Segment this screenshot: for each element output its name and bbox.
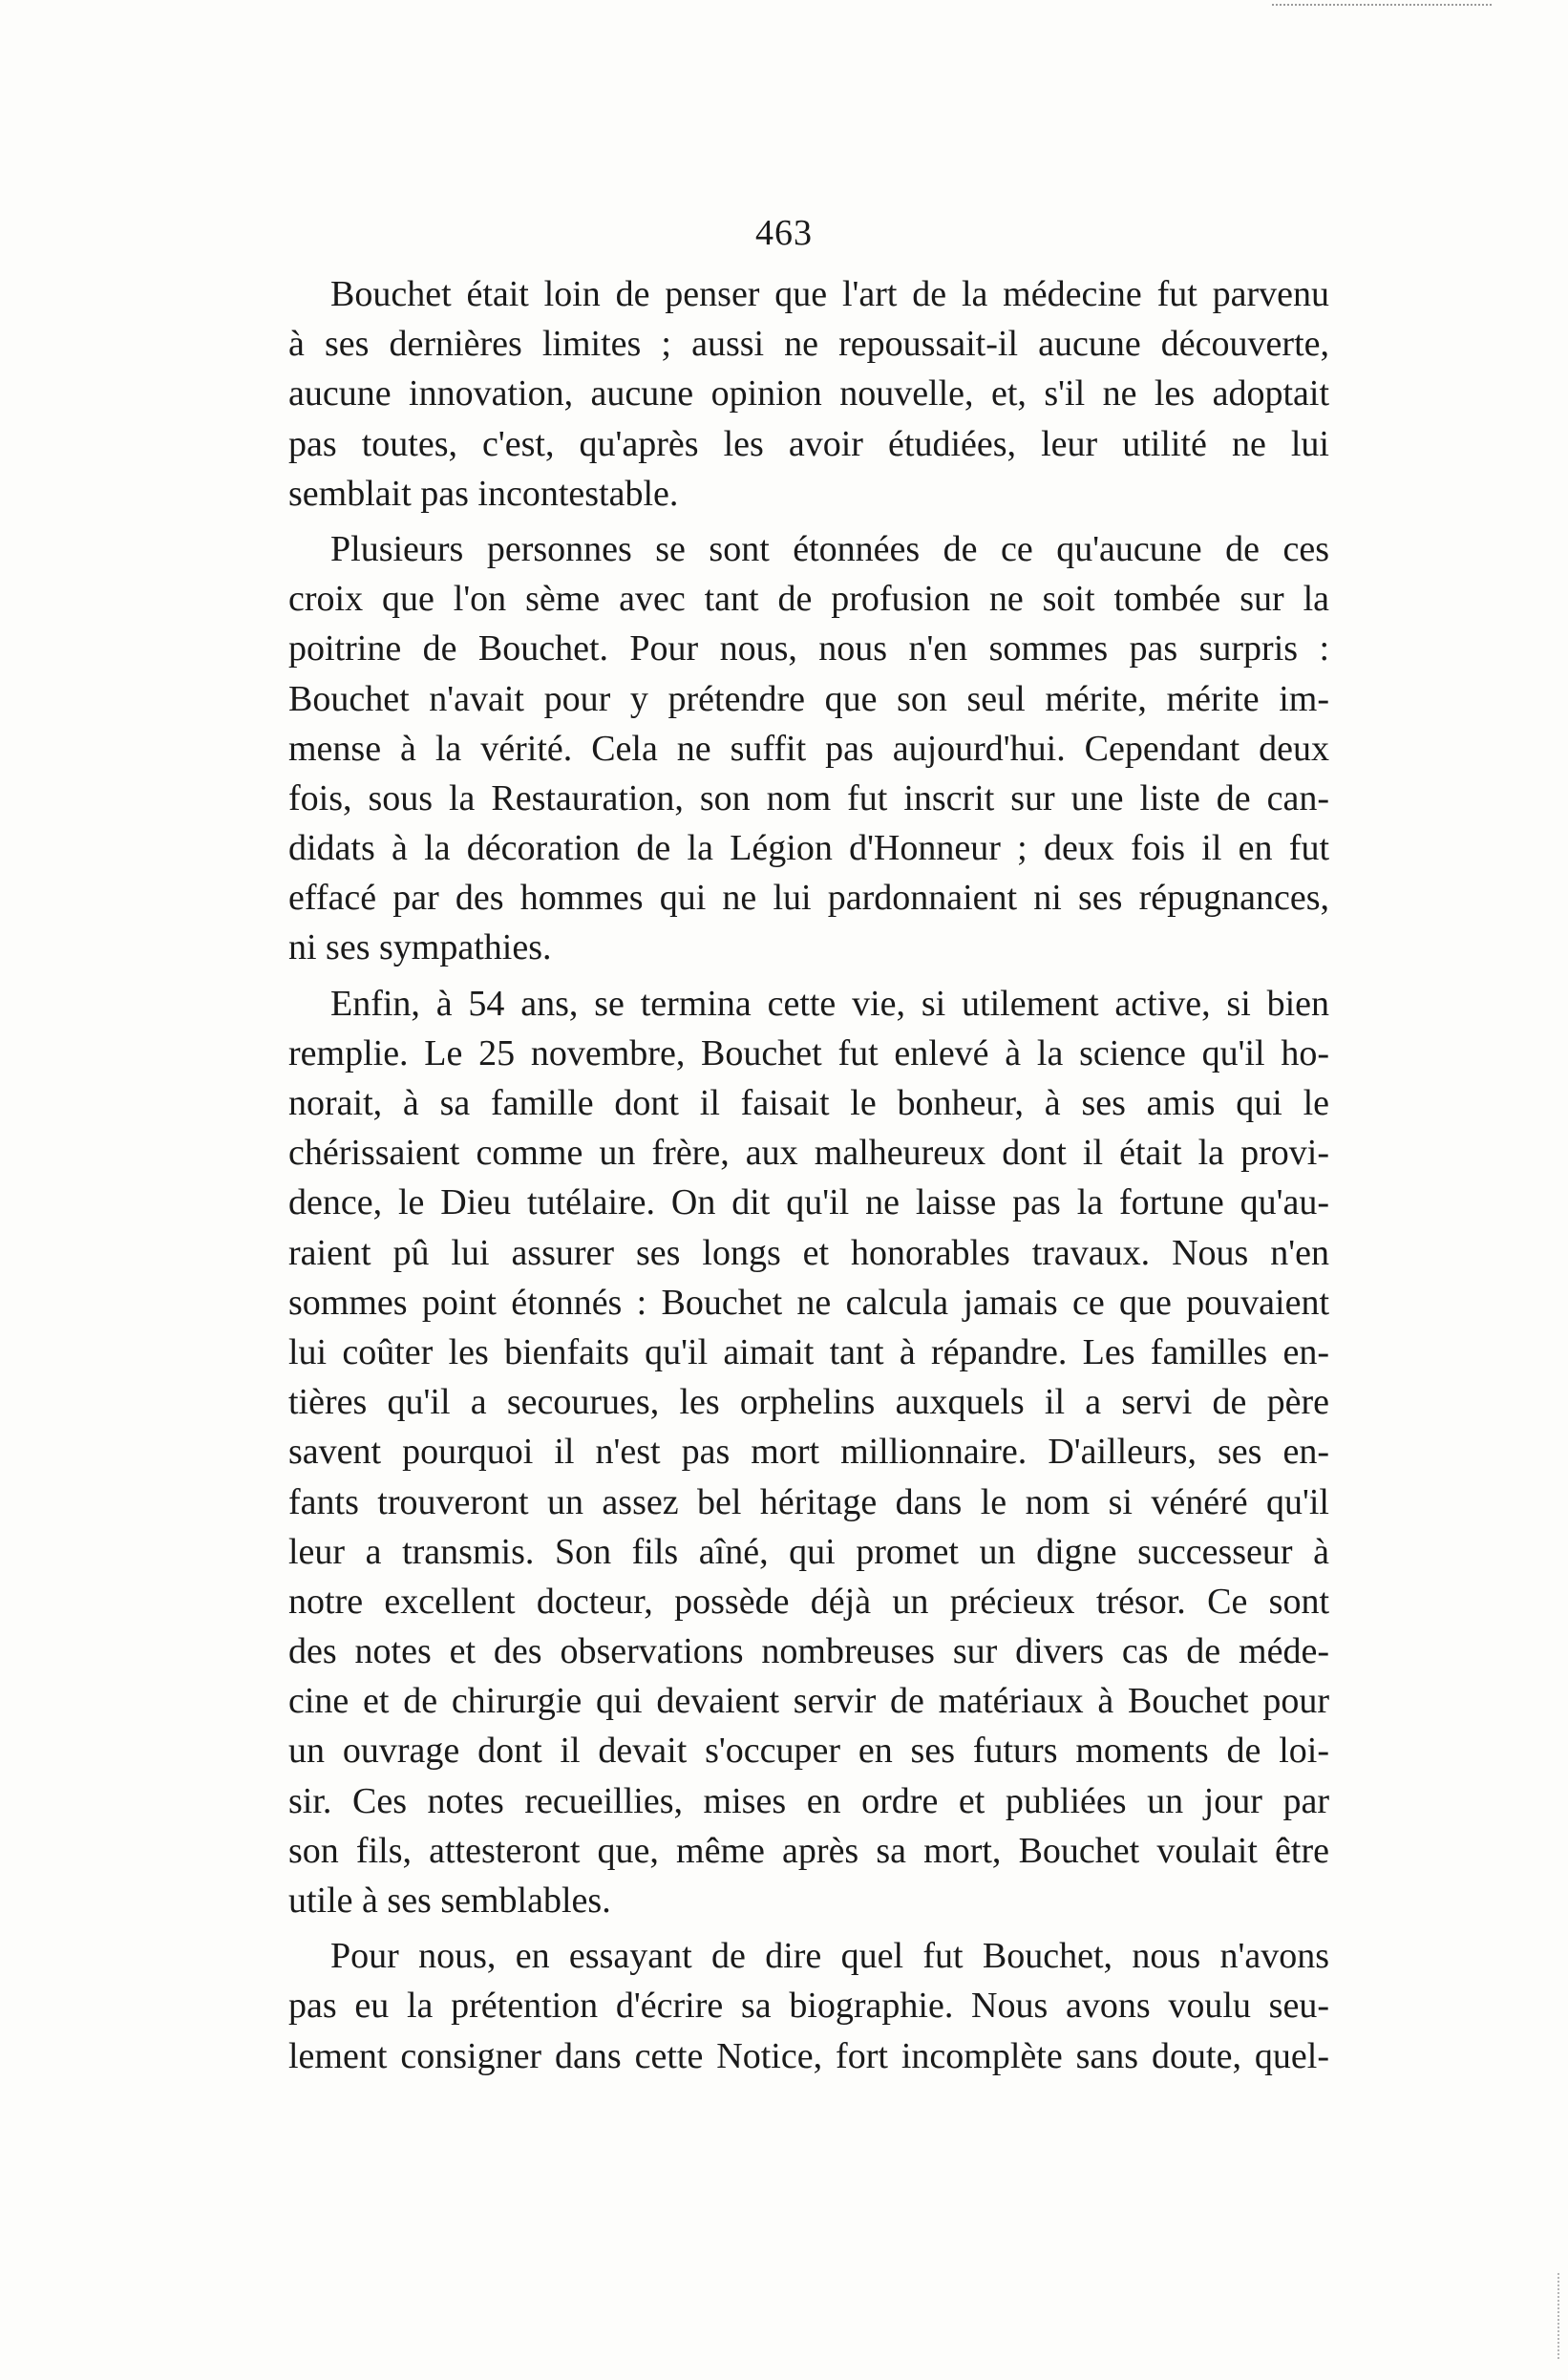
body-text: [288, 269, 1329, 2081]
text-line: des notes et des observations nombreuses sur divers cas de méde-: [288, 1631, 1329, 1672]
text-line: Bouchet était loin de penser que l'art de la médecine fut parvenu: [330, 274, 1329, 314]
text-line: chérissaient comme un frère, aux malheureux dont il était la provi-: [288, 1133, 1329, 1174]
text-line: croix que l'on sème avec tant de profusion ne soit tombée sur la: [288, 579, 1329, 620]
text-line: utile à ses semblables.: [288, 1881, 611, 1921]
text-line: dence, le Dieu tutélaire. On dit qu'il ne laisse pas la fortune qu'au-: [288, 1182, 1329, 1223]
text-line: aucune innovation, aucune opinion nouvelle, et, s'il ne les adoptait: [288, 373, 1329, 414]
text-line: Pour nous, en essayant de dire quel fut Bouchet, nous n'avons: [330, 1936, 1329, 1977]
text-line: Enfin, à 54 ans, se termina cette vie, si utilement active, si bien: [330, 983, 1329, 1024]
text-line: fois, sous la Restauration, son nom fut inscrit sur une liste de can-: [288, 777, 1329, 818]
scan-artifact: [1272, 4, 1492, 13]
text-line: savent pourquoi il n'est pas mort millionnaire. D'ailleurs, ses en-: [288, 1432, 1329, 1473]
text-line: à ses dernières limites ; aussi ne repoussait-il aucune découverte,: [288, 324, 1329, 365]
page-edge-artifact: [1557, 2273, 1562, 2359]
text-line: semblait pas incontestable.: [288, 473, 679, 514]
text-line: fants trouveront un assez bel héritage dans le nom si vénéré qu'il: [288, 1481, 1329, 1522]
text-line: norait, à sa famille dont il faisait le bonheur, à ses amis qui le: [288, 1083, 1329, 1123]
text-line: cine et de chirurgie qui devaient servir de matériaux à Bouchet pour: [288, 1681, 1329, 1722]
text-line: leur a transmis. Son fils aîné, qui promet un digne successeur à: [288, 1531, 1329, 1572]
text-line: tières qu'il a secourues, les orphelins auxquels il a servi de père: [288, 1382, 1329, 1423]
text-line: pas toutes, c'est, qu'après les avoir étudiées, leur utilité ne lui: [288, 423, 1329, 464]
text-line: mense à la vérité. Cela ne suffit pas aujourd'hui. Cependant deux: [288, 728, 1329, 769]
text-line: sir. Ces notes recueillies, mises en ordre et publiées un jour par: [288, 1780, 1329, 1821]
text-line: raient pû lui assurer ses longs et honorables travaux. Nous n'en: [288, 1232, 1329, 1273]
text-line: poitrine de Bouchet. Pour nous, nous n'en sommes pas surpris :: [288, 628, 1329, 669]
text-line: remplie. Le 25 novembre, Bouchet fut enlevé à la science qu'il ho-: [288, 1032, 1329, 1073]
text-line: Bouchet n'avait pour y prétendre que son seul mérite, mérite im-: [288, 678, 1329, 719]
text-line: lui coûter les bienfaits qu'il aimait tant à répandre. Les familles en-: [288, 1331, 1329, 1372]
text-line: un ouvrage dont il devait s'occuper en ses futurs moments de loi-: [288, 1731, 1329, 1772]
text-line: effacé par des hommes qui ne lui pardonnaient ni ses répugnances,: [288, 878, 1329, 919]
text-line: Plusieurs personnes se sont étonnées de ce qu'aucune de ces: [330, 528, 1329, 569]
text-line: son fils, attesteront que, même après sa mort, Bouchet voulait être: [288, 1830, 1329, 1871]
page-number: 463: [755, 213, 813, 253]
text-line: pas eu la prétention d'écrire sa biographie. Nous avons voulu seu-: [288, 1986, 1329, 2027]
text-line: didats à la décoration de la Légion d'Honneur ; deux fois il en fut: [288, 828, 1329, 869]
text-line: ni ses sympathies.: [288, 927, 552, 968]
text-line: notre excellent docteur, possède déjà un précieux trésor. Ce sont: [288, 1581, 1329, 1622]
text-line: sommes point étonnés : Bouchet ne calcula jamais ce que pouvaient: [288, 1282, 1329, 1323]
text-line: lement consigner dans cette Notice, fort incomplète sans doute, quel-: [288, 2035, 1329, 2076]
